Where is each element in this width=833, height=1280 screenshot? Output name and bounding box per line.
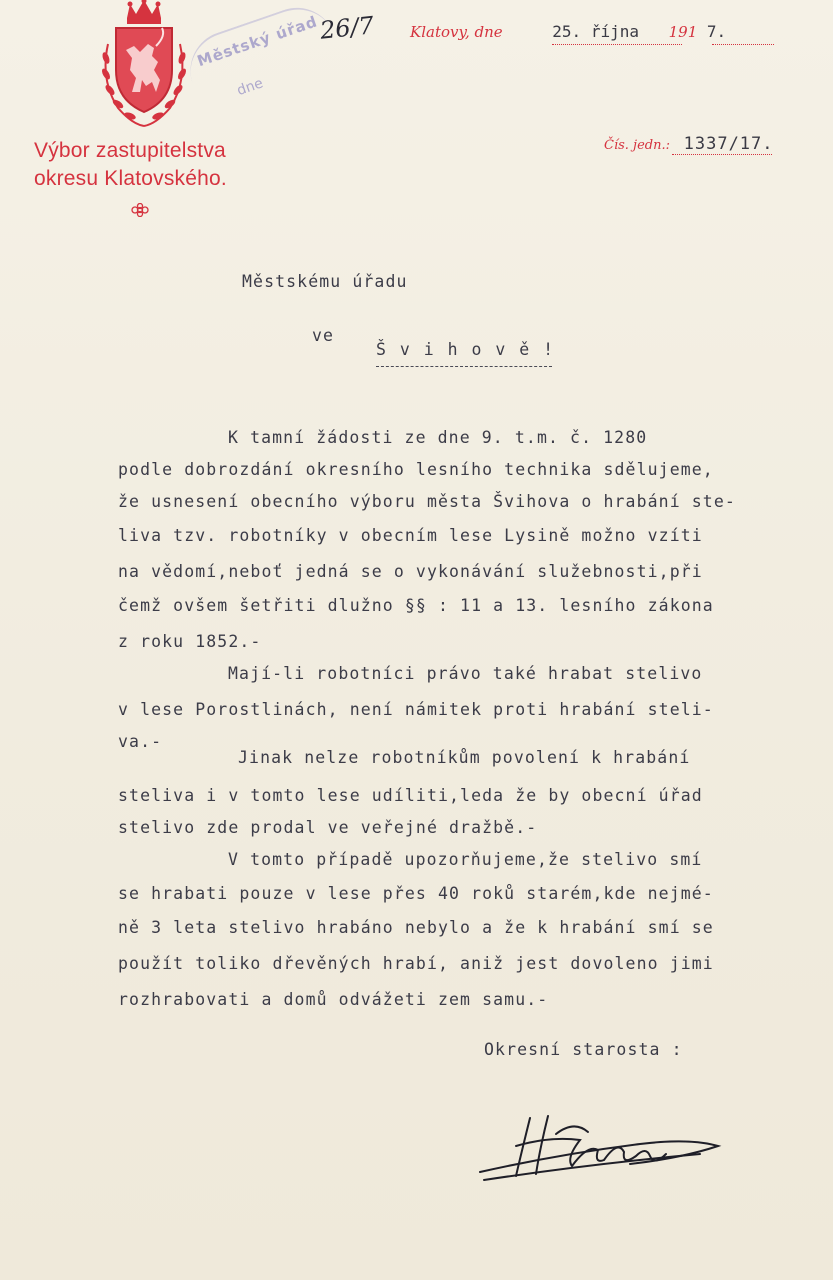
address-underline [376, 366, 552, 367]
body-line: čemž ovšem šetřiti dlužno §§ : 11 a 13. lesního zákona [118, 596, 714, 615]
ref-underline [672, 154, 772, 155]
place-date [410, 22, 726, 41]
ref-number-value: 1337/17. [683, 134, 774, 154]
body-line: že usnesení obecního výboru města Švihova o hrabání ste- [118, 492, 736, 511]
body-line: na vědomí,neboť jedná se o vykonávání služebnosti,při [118, 562, 703, 581]
handwritten-number: 26/7 [318, 11, 376, 45]
org-name-line2: okresu Klatovského. [34, 167, 227, 190]
date-underline [552, 44, 682, 45]
address-line-recipient: Městskému úřadu [242, 272, 408, 291]
body-line: podle dobrozdání okresního lesního technika sdělujeme, [118, 460, 714, 479]
stamp-title: Městský úřad [194, 12, 320, 71]
signature-scrawl [470, 1110, 730, 1190]
body-line: ně 3 leta stelivo hrabáno nebylo a že k hrabání smí se [118, 918, 714, 937]
place-label: Klatovy, dne [410, 23, 503, 41]
body-line: va.- [118, 732, 163, 751]
body-line: steliva i v tomto lese udíliti,leda že by obecní úřad [118, 786, 703, 805]
address-line-preposition: ve [312, 326, 335, 345]
body-line: liva tzv. robotníky v obecním lese Lysině možno vzíti [118, 526, 703, 545]
org-name-line1: Výbor zastupitelstva [34, 139, 226, 162]
body-line: Jinak nelze robotníkům povolení k hrabání [238, 748, 691, 767]
year-underline [712, 44, 774, 45]
body-line: se hrabati pouze v lese přes 40 roků starém,kde nejmé- [118, 884, 714, 903]
body-line: stelivo zde prodal ve veřejné dražbě.- [118, 818, 538, 837]
body-line: použít toliko dřevěných hrabí, aniž jest dovoleno jimi [118, 954, 714, 973]
body-line: V tomto případě upozorňujeme,že stelivo smí [228, 850, 703, 869]
reference-number [604, 134, 774, 154]
year-prefix: 191 [668, 23, 698, 41]
rosette-ornament-icon [131, 203, 149, 217]
year-suffix: 7. [706, 22, 727, 41]
body-line: v lese Porostlinách, není námitek proti hrabání steli- [118, 700, 714, 719]
ref-label: Čís. jedn.: [604, 138, 670, 153]
coat-of-arms-lion-icon [96, 0, 192, 132]
address-line-town: Š v i h o v ě ! [376, 340, 556, 359]
body-line: z roku 1852.- [118, 632, 262, 651]
body-line: Mají-li robotníci právo také hrabat stelivo [228, 664, 703, 683]
organization-name [34, 137, 274, 193]
body-line: K tamní žádosti ze dne 9. t.m. č. 1280 [228, 428, 648, 447]
date-typed: 25. října [552, 22, 639, 41]
closing-title: Okresní starosta : [484, 1040, 683, 1059]
stamp-date-label: dne [235, 75, 266, 100]
body-line: rozhrabovati a domů odvážeti zem samu.- [118, 990, 549, 1009]
